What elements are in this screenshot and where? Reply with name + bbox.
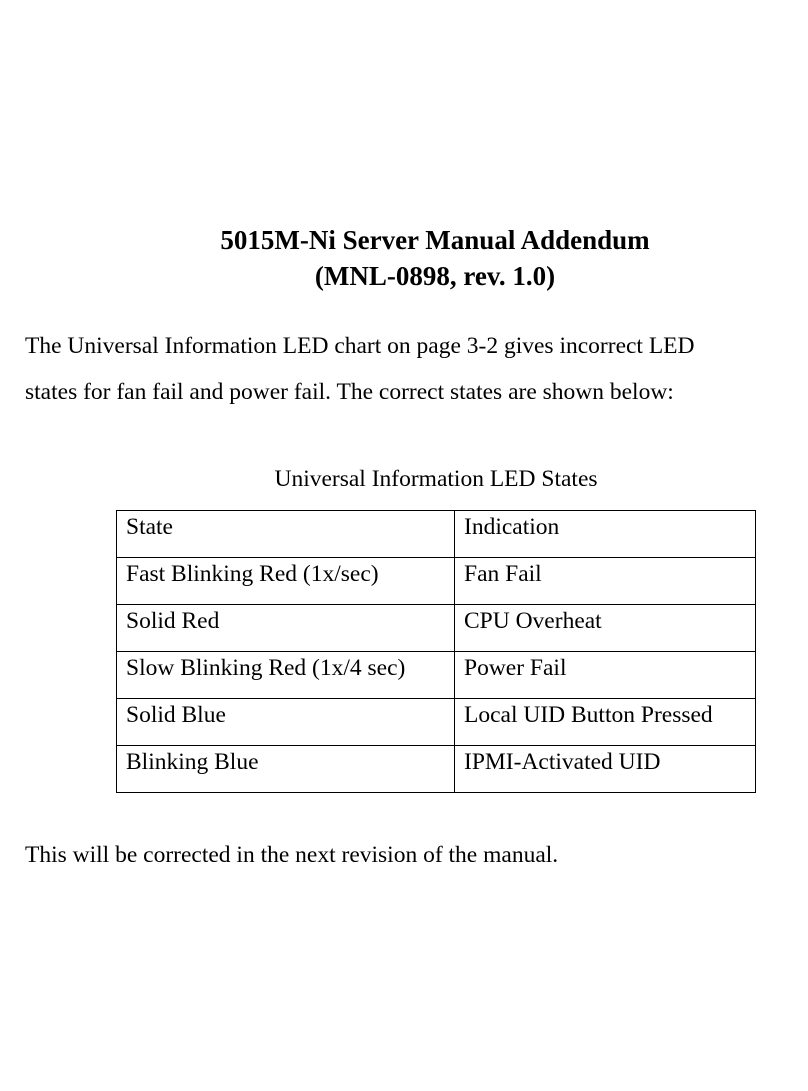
intro-line-1: The Universal Information LED chart on page 3-2 gives incorrect LED	[25, 333, 695, 359]
footer-note: This will be corrected in the next revision of the manual.	[25, 842, 559, 868]
indication-cell: IPMI-Activated UID	[455, 746, 756, 793]
header-indication: Indication	[455, 511, 756, 558]
table-row	[117, 558, 756, 605]
table-row	[117, 746, 756, 793]
intro-line-2: states for fan fail and power fail. The correct states are shown below:	[25, 379, 674, 405]
table-caption: Universal Information LED States	[274, 466, 598, 492]
state-cell: Fast Blinking Red (1x/sec)	[117, 558, 455, 605]
intro-paragraph	[25, 323, 800, 415]
state-cell: Slow Blinking Red (1x/4 sec)	[117, 652, 455, 699]
indication-cell: CPU Overheat	[455, 605, 756, 652]
table-row	[117, 605, 756, 652]
state-cell: Blinking Blue	[117, 746, 455, 793]
led-states-table	[116, 510, 756, 793]
header-state: State	[117, 511, 455, 558]
indication-cell: Power Fail	[455, 652, 756, 699]
table-row	[117, 652, 756, 699]
indication-cell: Fan Fail	[455, 558, 756, 605]
indication-cell: Local UID Button Pressed	[455, 699, 756, 746]
title-line-2: (MNL-0898, rev. 1.0)	[314, 261, 556, 291]
state-cell: Solid Red	[117, 605, 455, 652]
title-line-1: 5015M-Ni Server Manual Addendum	[220, 225, 650, 255]
table-header-row	[117, 511, 756, 558]
state-cell: Solid Blue	[117, 699, 455, 746]
table-row	[117, 699, 756, 746]
document-title	[0, 222, 808, 294]
